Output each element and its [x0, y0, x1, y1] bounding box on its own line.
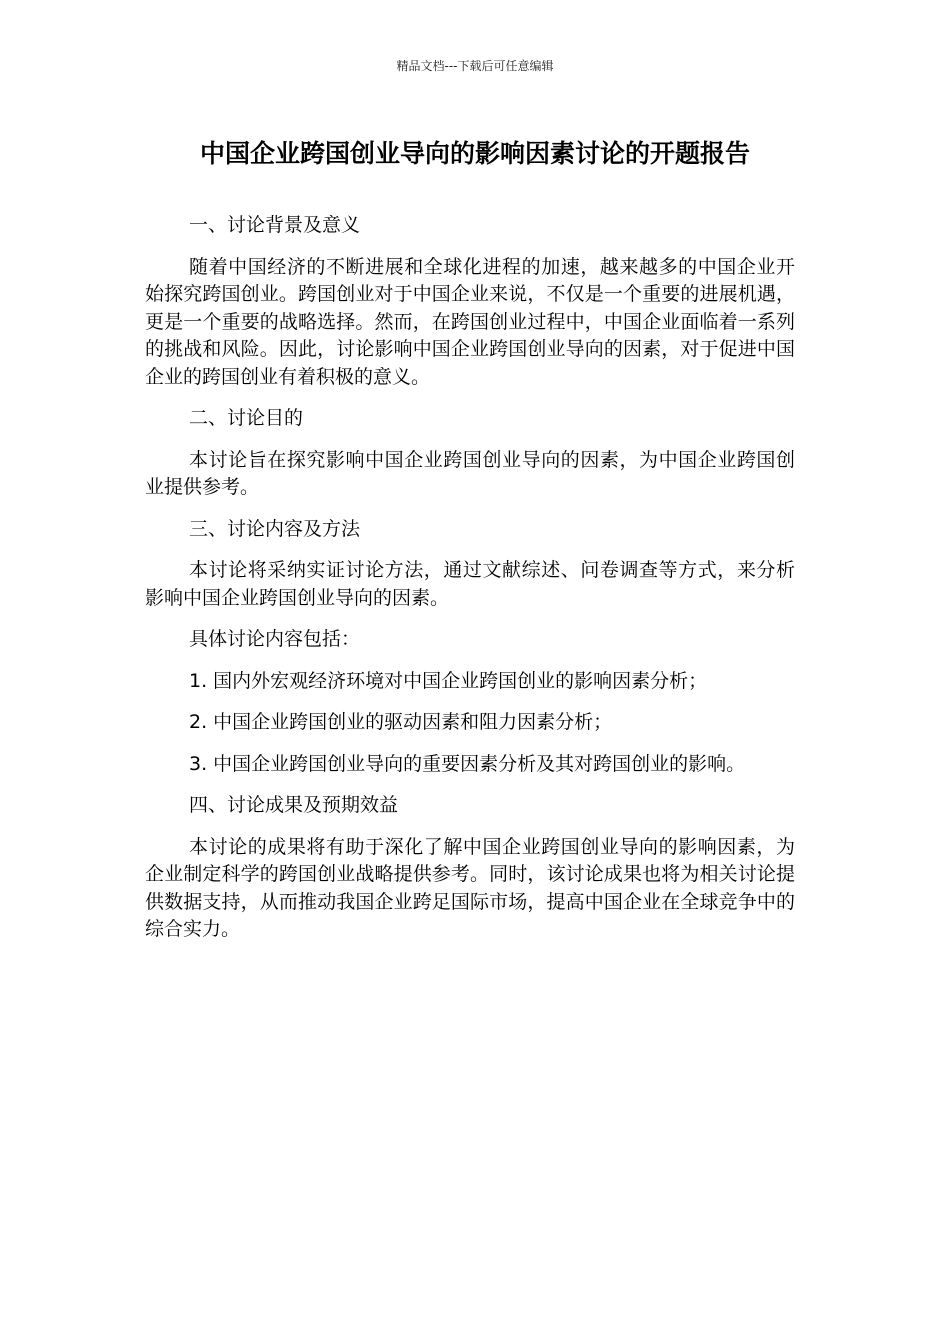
list-item-3: 3. 中国企业跨国创业导向的重要因素分析及其对跨国创业的影响。 — [189, 752, 746, 775]
section-heading-outcomes: 四、讨论成果及预期效益 — [189, 794, 399, 816]
header-note: 精品文档---下载后可任意编辑 — [396, 59, 554, 73]
document-body — [145, 212, 795, 958]
paragraph-purpose: 本讨论旨在探究影响中国企业跨国创业导向的因素，为中国企业跨国创业提供参考。 — [145, 448, 795, 498]
paragraph-background: 随着中国经济的不断进展和全球化进程的加速，越来越多的中国企业开始探究跨国创业。跨国创业对于中国企业来说，不仅是一个重要的进展机遇，更是一个重要的战略选择。然而，在跨国创业过程中，中国企业面临着一系列的挑战和风险。因此，讨论影响中国企业跨国创业导向的因素，对于促进中国企业的跨国创业有着积极的意义。 — [145, 255, 795, 388]
section-heading-content-method: 三、讨论内容及方法 — [189, 517, 361, 540]
document-title: 中国企业跨国创业导向的影响因素讨论的开题报告 — [199, 139, 750, 168]
paragraph-content-intro: 具体讨论内容包括： — [189, 628, 361, 650]
section-heading-background: 一、讨论背景及意义 — [189, 214, 361, 236]
section-heading-purpose: 二、讨论目的 — [189, 407, 304, 429]
list-item-1: 1. 国内外宏观经济环境对中国企业跨国创业的影响因素分析； — [189, 669, 708, 692]
list-item-2: 2. 中国企业跨国创业的驱动因素和阻力因素分析； — [189, 711, 613, 733]
paragraph-outcomes: 本讨论的成果将有助于深化了解中国企业跨国创业导向的影响因素，为企业制定科学的跨国创业战略提供参考。同时，该讨论成果也将为相关讨论提供数据支持，从而推动我国企业跨足国际市场，提高中国企业在全球竞争中的综合实力。 — [145, 835, 795, 940]
paragraph-method: 本讨论将采纳实证讨论方法，通过文献综述、问卷调查等方式，来分析影响中国企业跨国创业导向的因素。 — [145, 559, 795, 609]
